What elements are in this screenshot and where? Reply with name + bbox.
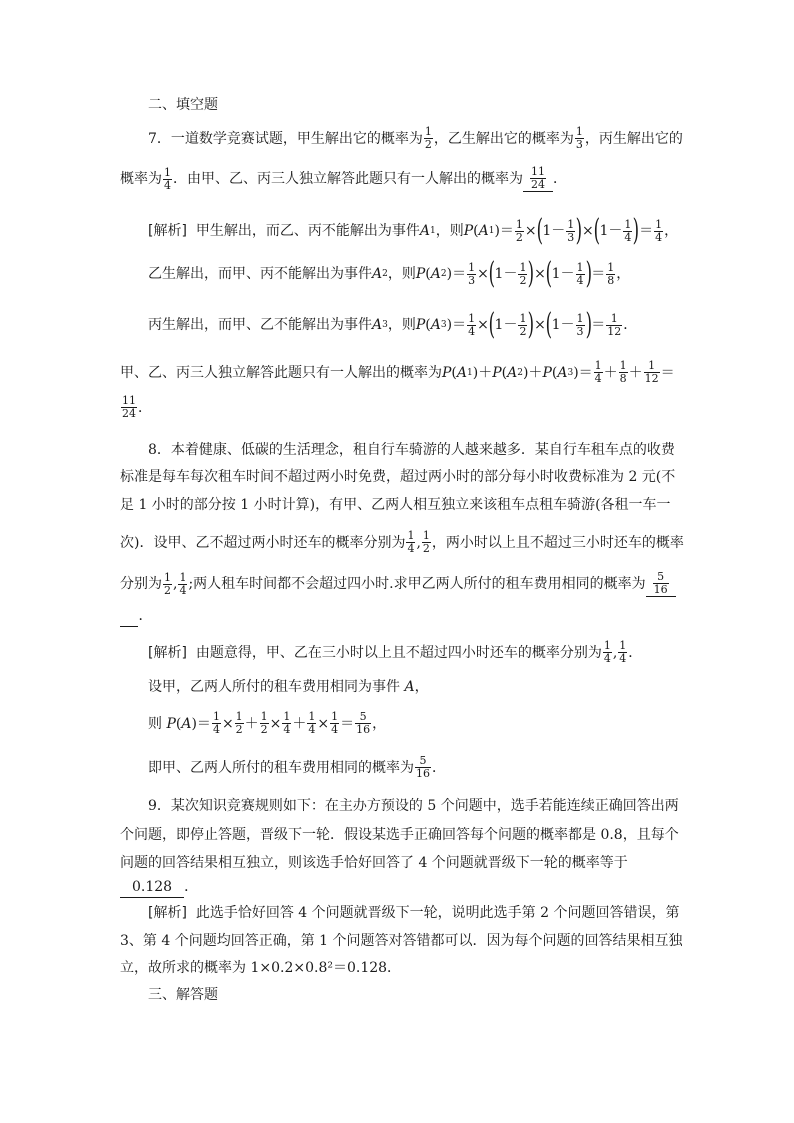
text: 即甲、乙两人所付的租车费用相同的概率为 <box>148 759 414 776</box>
text: ，两小时以上且不超过三小时还车的概率 <box>431 534 684 551</box>
text: ． <box>184 879 199 895</box>
q7-explanation-1: [解析] 甲生解出，而乙、丙不能解出为事件 A 1 ，则 P ( A 1 )＝ $\frac{1}{2}$ × ( 1－ $\frac{1}{3}$ ) × ( 1－ $\frac{1}{4}$ ) ＝ $\frac{1}{4}$ ， <box>148 213 679 248</box>
analysis-tag: [解析] <box>148 644 187 661</box>
analysis-tag: [解析] <box>148 905 187 921</box>
text: 设甲，乙两人所付的租车费用相同为事件 <box>148 679 400 695</box>
text: 由题意得，甲、乙在三小时以上且不超过四小时还车的概率分别为 <box>195 644 602 661</box>
analysis-tag: [解析] <box>148 223 187 239</box>
text: ，丙生解出它的 <box>584 130 683 147</box>
fraction: $\frac{1}{4}$ <box>164 165 171 192</box>
q8-explanation-1: [解析] 由题意得，甲、乙在三小时以上且不超过四小时还车的概率分别为 $\frac{1}{4}$ , $\frac{1}{4}$ ． <box>148 639 643 665</box>
answer-blank: 0.128 <box>120 877 184 898</box>
q9-line4 <box>120 877 680 898</box>
text: 概率为 <box>120 171 162 187</box>
text: ，则 <box>387 266 416 282</box>
q8-line6: ． <box>120 606 680 627</box>
text: 乙生解出，而甲、丙不能解出为事件 <box>148 266 372 282</box>
text: 次)．设甲、乙不超过两小时还车的概率分别为 <box>120 534 406 551</box>
fraction: $\frac{1}{2}$ <box>424 125 432 151</box>
result: $\frac{1}{12}$ <box>607 311 622 338</box>
q8-explanation-4: 即甲、乙两人所付的租车费用相同的概率为 $\frac{5}{16}$ ． <box>148 754 446 780</box>
q8-line5: 分别为 $\frac{1}{2}$ , $\frac{1}{4}$ ;两人租车时间都不会超过四小时.求甲乙两人所付的租车费用相同的概率为 $\frac{5}{16}$ <box>120 571 680 597</box>
fraction: $\frac{1}{3}$ <box>575 125 583 151</box>
section-heading-fill-blank: 二、填空题 <box>148 97 218 113</box>
q7-line2 <box>120 166 680 192</box>
text: 则 <box>148 715 162 732</box>
text: 此选手恰好回答 4 个问题就晋级下一轮，说明此选手第 2 个问题回答错误，第 <box>195 905 680 921</box>
text: ，则 <box>387 317 416 333</box>
q8-explanation-3: 则 P ( A )＝ $\frac{1}{4}$ × $\frac{1}{2}$ ＋ $\frac{1}{2}$ × $\frac{1}{4}$ ＋ $\frac{1}{4}$ × $\frac{1}{4}$ ＝ $\frac{5}{16}$ ， <box>148 710 387 736</box>
answer-blank: $\frac{5}{16}$ <box>646 571 676 597</box>
text: ． <box>553 171 567 187</box>
text: 丙生解出，而甲、乙不能解出为事件 <box>148 317 372 333</box>
text: 分别为 <box>120 576 162 592</box>
result: $\frac{1}{4}$ <box>655 217 663 244</box>
q8-line3: 足 1 小时的部分按 1 小时计算)，有甲、乙两人相互独立来该租车点租车骑游(各租一车一 <box>120 497 671 513</box>
text: 甲生解出，而乙、丙不能解出为事件 <box>195 223 420 239</box>
q9-explanation-1 <box>148 903 708 923</box>
q9-line1: 9．某次知识竞赛规则如下：在主办方预设的 5 个问题中，选手若能连续正确回答出两 <box>148 798 679 814</box>
text: ，则 <box>435 223 464 239</box>
q7-final: $\frac{11}{24}$ ． <box>122 394 152 420</box>
q7-explanation-4: 甲、乙、丙三人独立解答此题只有一人解出的概率为 P ( A 1 )＋ P ( A 2 )＋ P ( A 3 )＝ $\frac{1}{4}$ ＋ $\frac{1}{8}$ ＋ $\frac{1}{12}$ ＝ <box>120 359 675 385</box>
section-heading-answer: 三、解答题 <box>148 987 218 1003</box>
text: 甲、乙、丙三人独立解答此题只有一人解出的概率为 <box>120 364 442 381</box>
q7-explanation-2: 乙生解出，而甲、丙不能解出为事件 A 2 ，则 P ( A 2 )＝ $\frac{1}{3}$ × ( 1－ $\frac{1}{2}$ ) × ( 1－ $\frac{1}{4}$ ) ＝ $\frac{1}{8}$ ， <box>148 256 631 291</box>
q7-line1 <box>148 126 708 151</box>
text: ．由甲、乙、丙三人独立解答此题只有一人解出的概率为 <box>173 171 523 187</box>
result: $\frac{1}{8}$ <box>607 260 615 287</box>
q9-line2: 个问题，即停止答题，晋级下一轮．假设某选手正确回答每个问题的概率都是 0.8，且每个 <box>120 827 679 843</box>
answer-blank: $\frac{11}{24}$ <box>523 166 553 192</box>
q8-line4: 次)．设甲、乙不超过两小时还车的概率分别为 $\frac{1}{4}$ , $\frac{1}{2}$ ，两小时以上且不超过三小时还车的概率 <box>120 529 684 555</box>
q8-line1: 8．本着健康、低碳的生活理念，租自行车骑游的人越来越多．某自行车租车点的收费 <box>148 442 675 458</box>
q7-explanation-3: 丙生解出，而甲、乙不能解出为事件 A 3 ，则 P ( A 3 )＝ $\frac{1}{4}$ × ( 1－ $\frac{1}{2}$ ) × ( 1－ $\frac{1}{3}$ ) ＝ $\frac{1}{12}$ ． <box>148 307 638 342</box>
text: 7．一道数学竞赛试题，甲生解出它的概率为 <box>148 130 423 147</box>
text: ，乙生解出它的概率为 <box>433 130 574 147</box>
final-result: $\frac{11}{24}$ <box>122 394 136 420</box>
q8-line2: 标准是每车每次租车时间不超过两小时免费，超过两小时的部分每小时收费标准为 2 元(不 <box>120 469 676 485</box>
q8-explanation-2: 设甲，乙两人所付的租车费用相同为事件 A ， <box>148 679 429 695</box>
q9-explanation-2: 3、第 4 个问题均回答正确，第 1 个问题答对答错都可以．因为每个问题的回答结果相互独 <box>120 933 683 949</box>
q9-line3: 问题的回答结果相互独立，则该选手恰好回答了 4 个问题就晋级下一轮的概率等于 <box>120 855 628 871</box>
text: ;两人租车时间都不会超过四小时.求甲乙两人所付的租车费用相同的概率为 <box>188 576 646 592</box>
q9-explanation-3: 立，故所求的概率为 1×0.2×0.8²＝0.128． <box>120 960 402 976</box>
